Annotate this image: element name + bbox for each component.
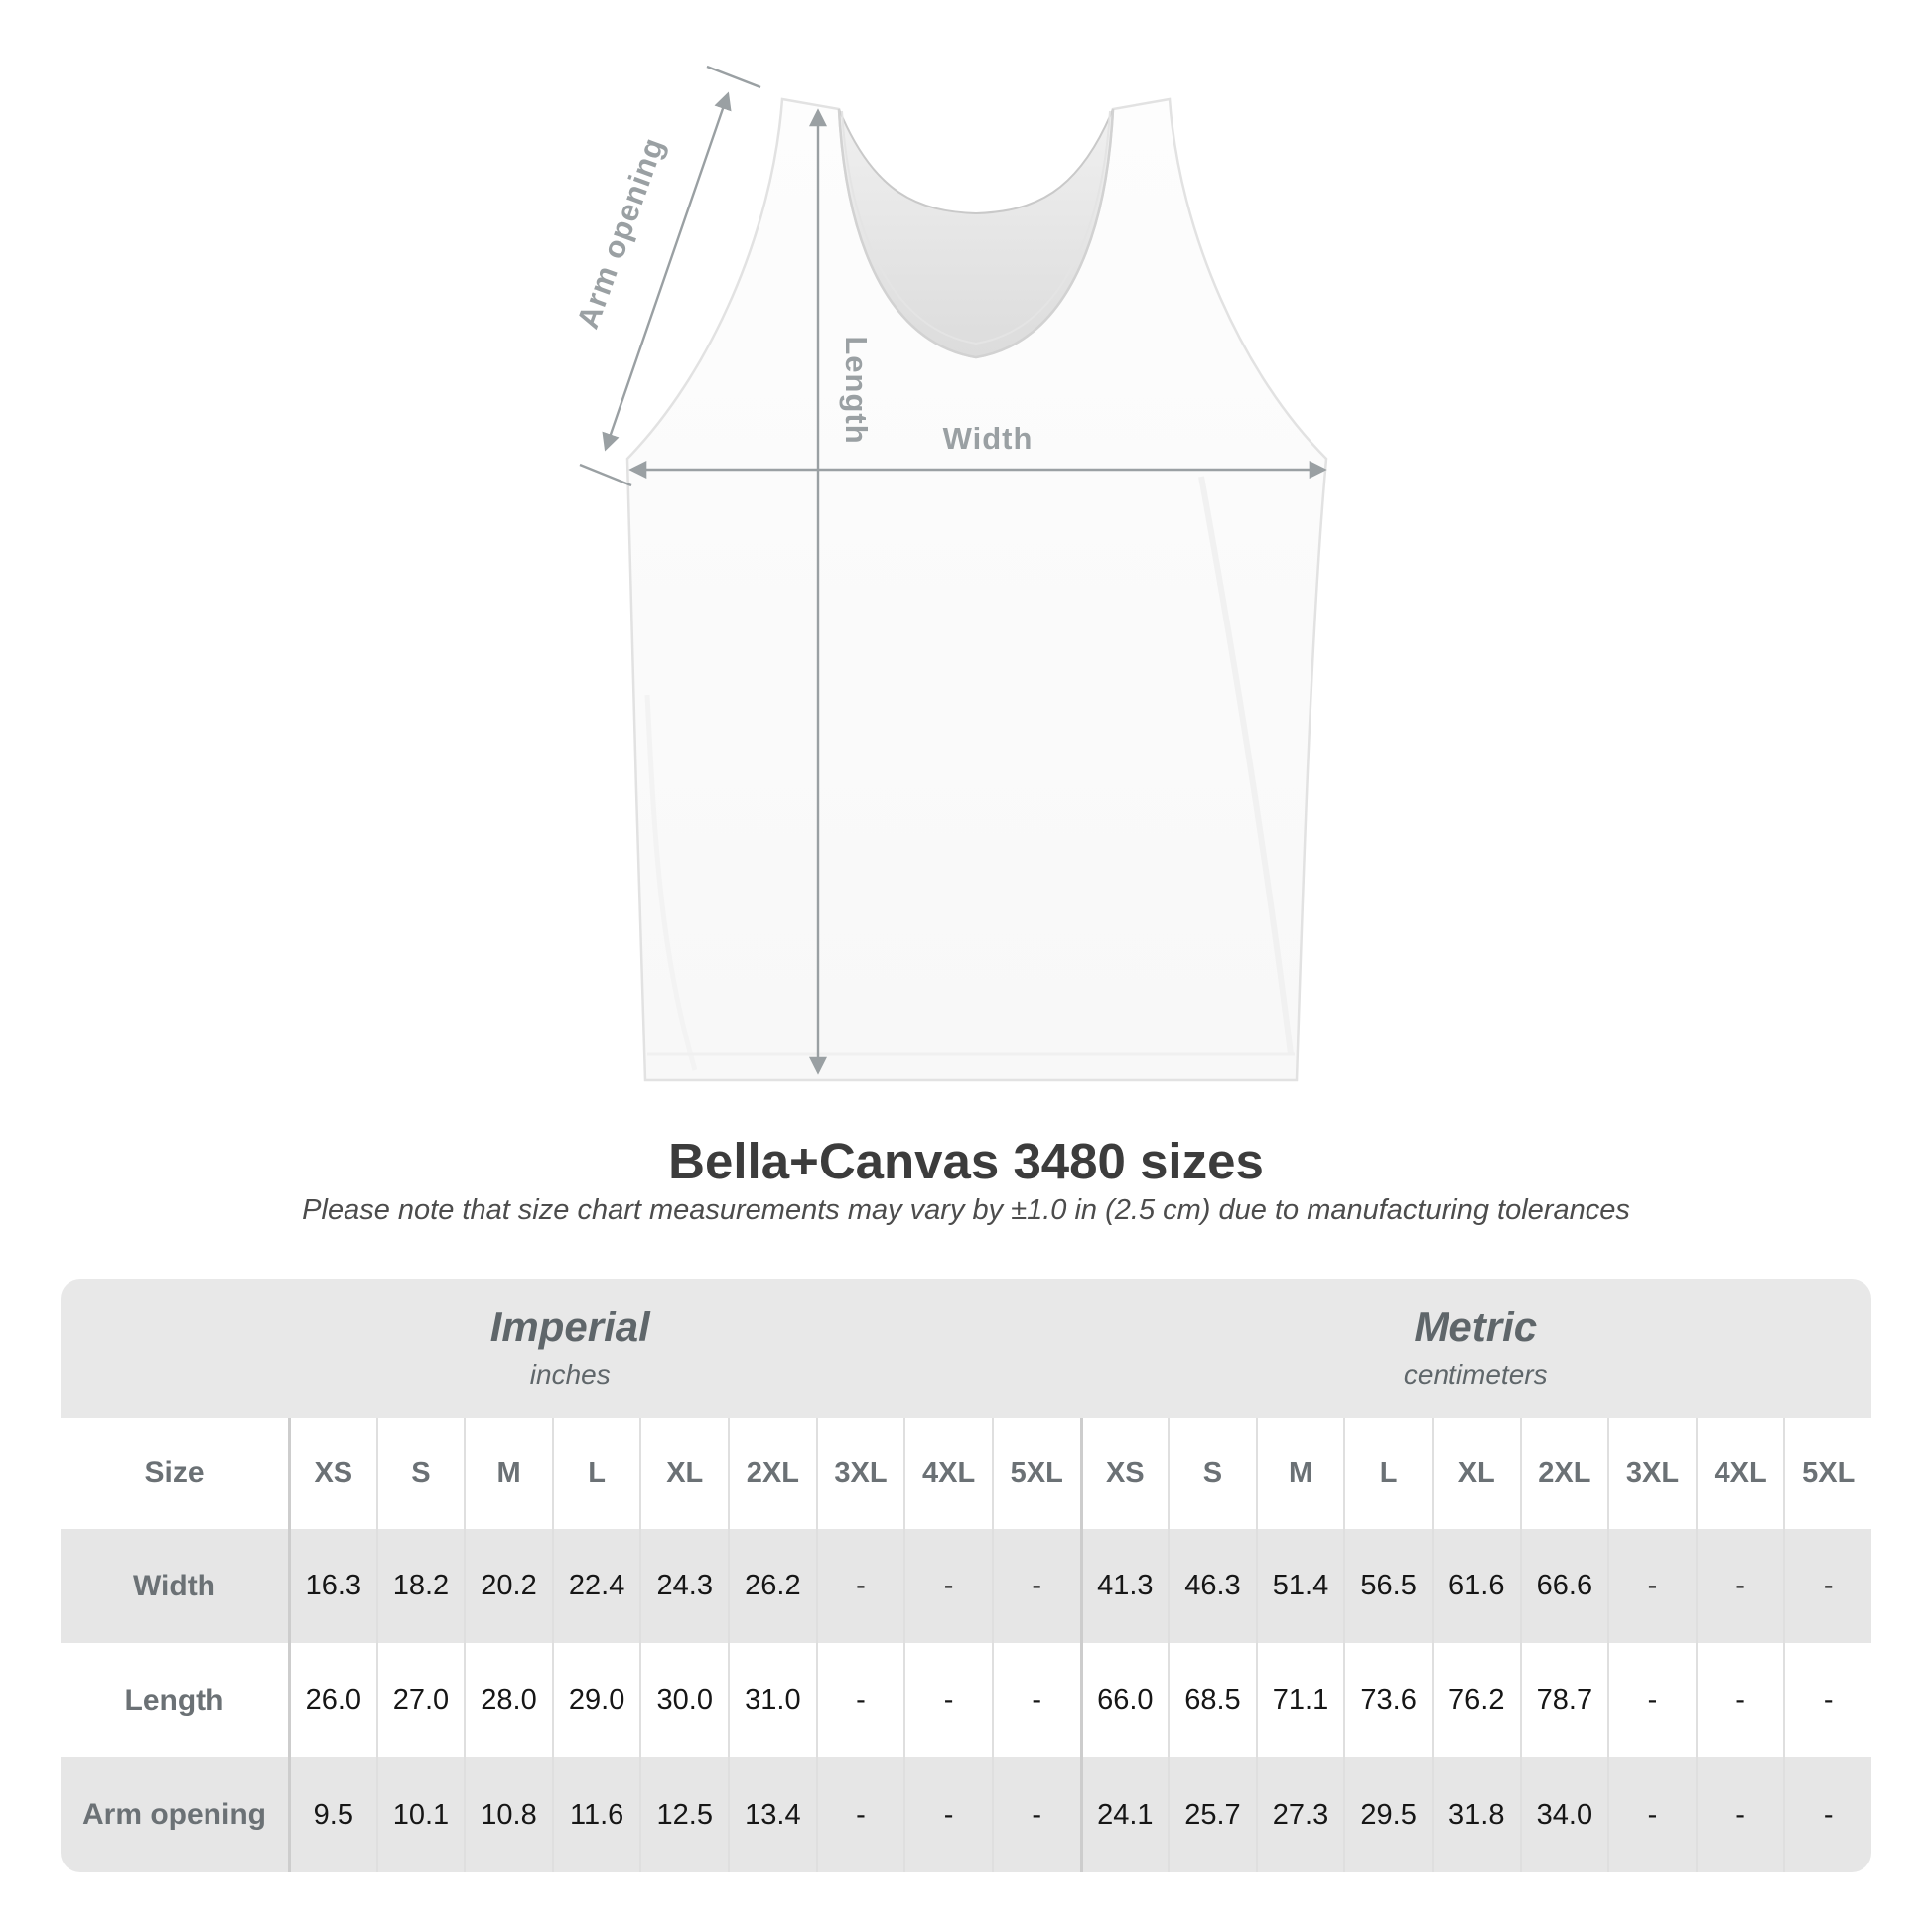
measurement-row-arm-opening — [61, 1757, 1871, 1872]
size-value-cell: 29.5 — [1343, 1757, 1432, 1872]
column-header: 4XL — [1696, 1418, 1784, 1529]
size-value-cell: - — [816, 1529, 904, 1643]
size-value-cell: 78.7 — [1520, 1643, 1608, 1757]
size-value-cell: 25.7 — [1168, 1757, 1256, 1872]
size-value-cell: - — [992, 1529, 1080, 1643]
size-value-cell: - — [1696, 1529, 1784, 1643]
row-label-width: Width — [132, 1569, 216, 1602]
size-value-cell: 61.6 — [1432, 1529, 1520, 1643]
column-header: 2XL — [1520, 1418, 1608, 1529]
measurement-row-length — [61, 1643, 1871, 1757]
size-value-cell: - — [992, 1643, 1080, 1757]
column-header: XL — [1432, 1418, 1520, 1529]
size-value-cell: 10.1 — [376, 1757, 465, 1872]
size-table-card — [61, 1279, 1871, 1872]
metric-section-header — [1080, 1279, 1872, 1418]
column-header: M — [464, 1418, 552, 1529]
column-header: L — [552, 1418, 640, 1529]
size-value-cell: 24.1 — [1080, 1757, 1169, 1872]
column-header: 5XL — [1783, 1418, 1871, 1529]
metric-unit: centimeters — [1403, 1359, 1548, 1390]
size-value-cell: 12.5 — [639, 1757, 728, 1872]
size-value-cell: 56.5 — [1343, 1529, 1432, 1643]
column-header: XL — [639, 1418, 728, 1529]
size-value-cell: - — [1783, 1757, 1871, 1872]
size-value-cell: - — [903, 1643, 992, 1757]
size-value-cell: 24.3 — [639, 1529, 728, 1643]
size-value-cell: - — [903, 1529, 992, 1643]
size-value-cell: 26.0 — [288, 1643, 376, 1757]
tolerance-note: Please note that size chart measurements may vary by ±1.0 in (2.5 cm) due to manufacturing tolerances — [302, 1194, 1630, 1226]
size-value-cell: 46.3 — [1168, 1529, 1256, 1643]
size-value-cell: 71.1 — [1256, 1643, 1344, 1757]
size-value-cell: 73.6 — [1343, 1643, 1432, 1757]
imperial-unit: inches — [529, 1359, 611, 1390]
size-value-cell: 68.5 — [1168, 1643, 1256, 1757]
size-value-cell: - — [1607, 1757, 1696, 1872]
size-value-cell: 18.2 — [376, 1529, 465, 1643]
column-header: L — [1343, 1418, 1432, 1529]
arm-opening-tick-top — [707, 67, 760, 87]
size-value-cell: 34.0 — [1520, 1757, 1608, 1872]
size-value-cell: - — [1607, 1643, 1696, 1757]
size-value-cell: 20.2 — [464, 1529, 552, 1643]
size-value-cell: 13.4 — [728, 1757, 816, 1872]
size-value-cell: 31.8 — [1432, 1757, 1520, 1872]
size-value-cell: 30.0 — [639, 1643, 728, 1757]
row-label-length: Length — [124, 1683, 224, 1717]
column-header: 5XL — [992, 1418, 1080, 1529]
size-value-cell: 10.8 — [464, 1757, 552, 1872]
column-header: S — [376, 1418, 465, 1529]
size-value-cell: 66.6 — [1520, 1529, 1608, 1643]
size-value-cell: - — [1607, 1529, 1696, 1643]
size-value-cell: 28.0 — [464, 1643, 552, 1757]
column-header: 3XL — [816, 1418, 904, 1529]
size-column-header: Size — [144, 1456, 205, 1489]
size-value-cell: - — [903, 1757, 992, 1872]
size-value-cell: 16.3 — [288, 1529, 376, 1643]
imperial-title: Imperial — [489, 1304, 650, 1350]
size-value-cell: 9.5 — [288, 1757, 376, 1872]
size-value-cell: - — [1696, 1757, 1784, 1872]
size-value-cell: 51.4 — [1256, 1529, 1344, 1643]
size-value-cell: - — [1696, 1643, 1784, 1757]
size-value-cell: 76.2 — [1432, 1643, 1520, 1757]
size-value-cell: 26.2 — [728, 1529, 816, 1643]
size-value-cell: 29.0 — [552, 1643, 640, 1757]
size-value-cell: 22.4 — [552, 1529, 640, 1643]
tank-top-illustration — [627, 99, 1326, 1080]
arm-opening-tick-bottom — [580, 465, 631, 485]
metric-title: Metric — [1414, 1304, 1538, 1350]
size-value-cell: 11.6 — [552, 1757, 640, 1872]
length-label: Length — [839, 336, 874, 445]
unit-band — [61, 1279, 1871, 1418]
column-header: 3XL — [1607, 1418, 1696, 1529]
width-label: Width — [942, 421, 1034, 456]
row-label-arm-opening: Arm opening — [82, 1798, 266, 1831]
size-value-cell: 27.0 — [376, 1643, 465, 1757]
size-header-row — [61, 1418, 1871, 1529]
size-value-cell: - — [1783, 1643, 1871, 1757]
arm-opening-label: Arm opening — [570, 132, 672, 334]
size-value-cell: - — [1783, 1529, 1871, 1643]
measurement-row-width — [61, 1529, 1871, 1643]
size-value-cell: 66.0 — [1080, 1643, 1169, 1757]
size-value-cell: - — [816, 1757, 904, 1872]
size-value-cell: - — [816, 1643, 904, 1757]
size-value-cell: 27.3 — [1256, 1757, 1344, 1872]
column-header: 4XL — [903, 1418, 992, 1529]
imperial-section-header — [61, 1279, 1080, 1418]
column-header: S — [1168, 1418, 1256, 1529]
size-value-cell: - — [992, 1757, 1080, 1872]
size-value-cell: 31.0 — [728, 1643, 816, 1757]
column-header: M — [1256, 1418, 1344, 1529]
page-title: Bella+Canvas 3480 sizes — [668, 1133, 1264, 1189]
column-header: 2XL — [728, 1418, 816, 1529]
column-header: XS — [1080, 1418, 1169, 1529]
size-value-cell: 41.3 — [1080, 1529, 1169, 1643]
column-header: XS — [288, 1418, 376, 1529]
